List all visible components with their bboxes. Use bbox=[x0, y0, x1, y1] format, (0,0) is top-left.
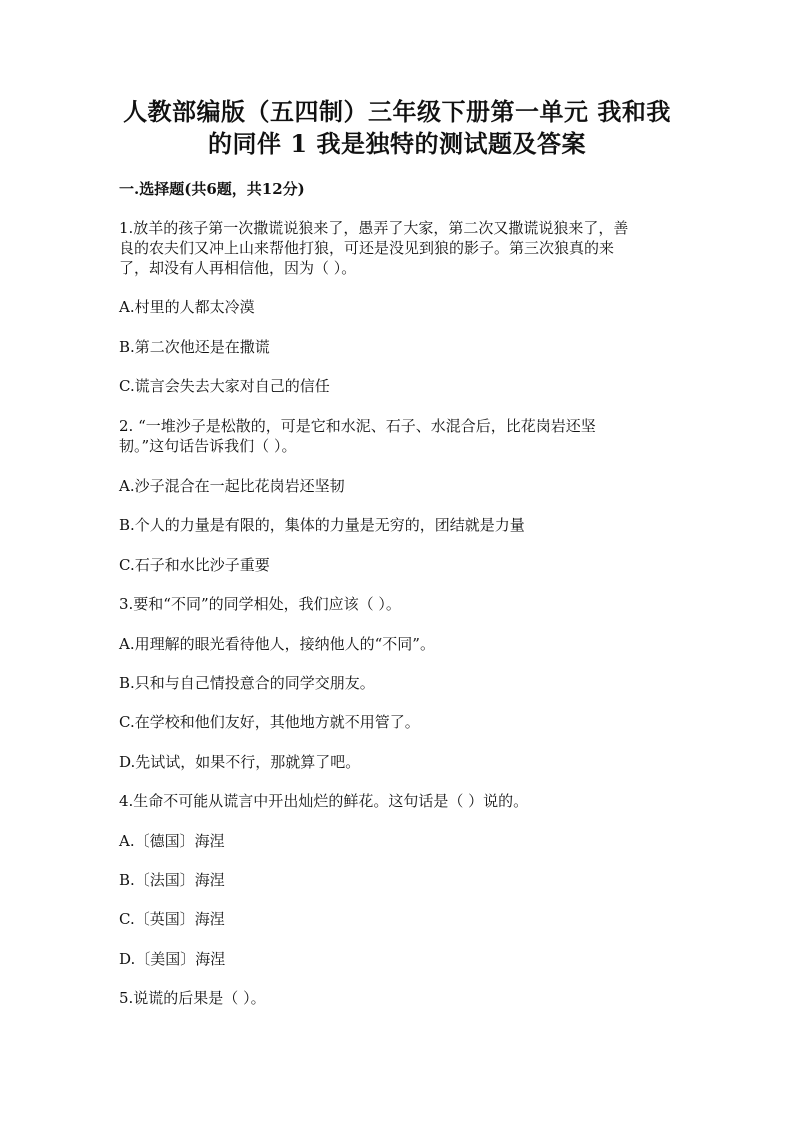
question-1-text-line-3: 了，却没有人再相信他，因为（ ）。 bbox=[119, 259, 357, 277]
question-2-text-line-2: 韧。”这句话告诉我们（ ）。 bbox=[119, 437, 297, 455]
question-5-text: 5.说谎的后果是（ ）。 bbox=[119, 989, 266, 1007]
question-3-option-c: C.在学校和他们友好，其他地方就不用管了。 bbox=[119, 713, 420, 731]
question-3-option-a: A.用理解的眼光看待他人，接纳他人的“不同”。 bbox=[119, 635, 435, 653]
question-4-option-d: D.〔美国〕海涅 bbox=[119, 950, 226, 968]
document-title-line-1: 人教部编版（五四制）三年级下册第一单元 我和我 bbox=[123, 97, 671, 126]
question-2-option-b: B.个人的力量是有限的，集体的力量是无穷的，团结就是力量 bbox=[119, 516, 525, 534]
question-3-option-b: B.只和与自己情投意合的同学交朋友。 bbox=[119, 674, 375, 692]
question-2-option-c: C.石子和水比沙子重要 bbox=[119, 556, 270, 574]
question-1-text-line-1: 1.放羊的孩子第一次撒谎说狼来了，愚弄了大家，第二次又撒谎说狼来了，善 bbox=[119, 219, 629, 237]
section-heading: 一.选择题(共6题，共12分) bbox=[119, 180, 305, 198]
question-2-option-a: A.沙子混合在一起比花岗岩还坚韧 bbox=[119, 477, 345, 495]
question-3-option-d: D.先试试，如果不行，那就算了吧。 bbox=[119, 753, 361, 771]
question-2-text-line-1: 2. “一堆沙子是松散的，可是它和水泥、石子、水混合后，比花岗岩还坚 bbox=[119, 417, 596, 435]
question-4-option-a: A.〔德国〕海涅 bbox=[119, 832, 225, 850]
question-3-text: 3.要和“不同”的同学相处，我们应该（ ）。 bbox=[119, 595, 401, 613]
document-title-line-2: 的同伴 1 我是独特的测试题及答案 bbox=[208, 129, 586, 158]
question-1-option-c: C.谎言会失去大家对自己的信任 bbox=[119, 377, 330, 395]
question-1-option-a: A.村里的人都太冷漠 bbox=[119, 298, 255, 316]
question-4-option-b: B.〔法国〕海涅 bbox=[119, 871, 225, 889]
question-1-option-b: B.第二次他还是在撒谎 bbox=[119, 338, 270, 356]
question-4-text: 4.生命不可能从谎言中开出灿烂的鲜花。这句话是（ ）说的。 bbox=[119, 792, 529, 810]
question-4-option-c: C.〔英国〕海涅 bbox=[119, 910, 225, 928]
question-1-text-line-2: 良的农夫们又冲上山来帮他打狼，可还是没见到狼的影子。第三次狼真的来 bbox=[119, 239, 615, 257]
